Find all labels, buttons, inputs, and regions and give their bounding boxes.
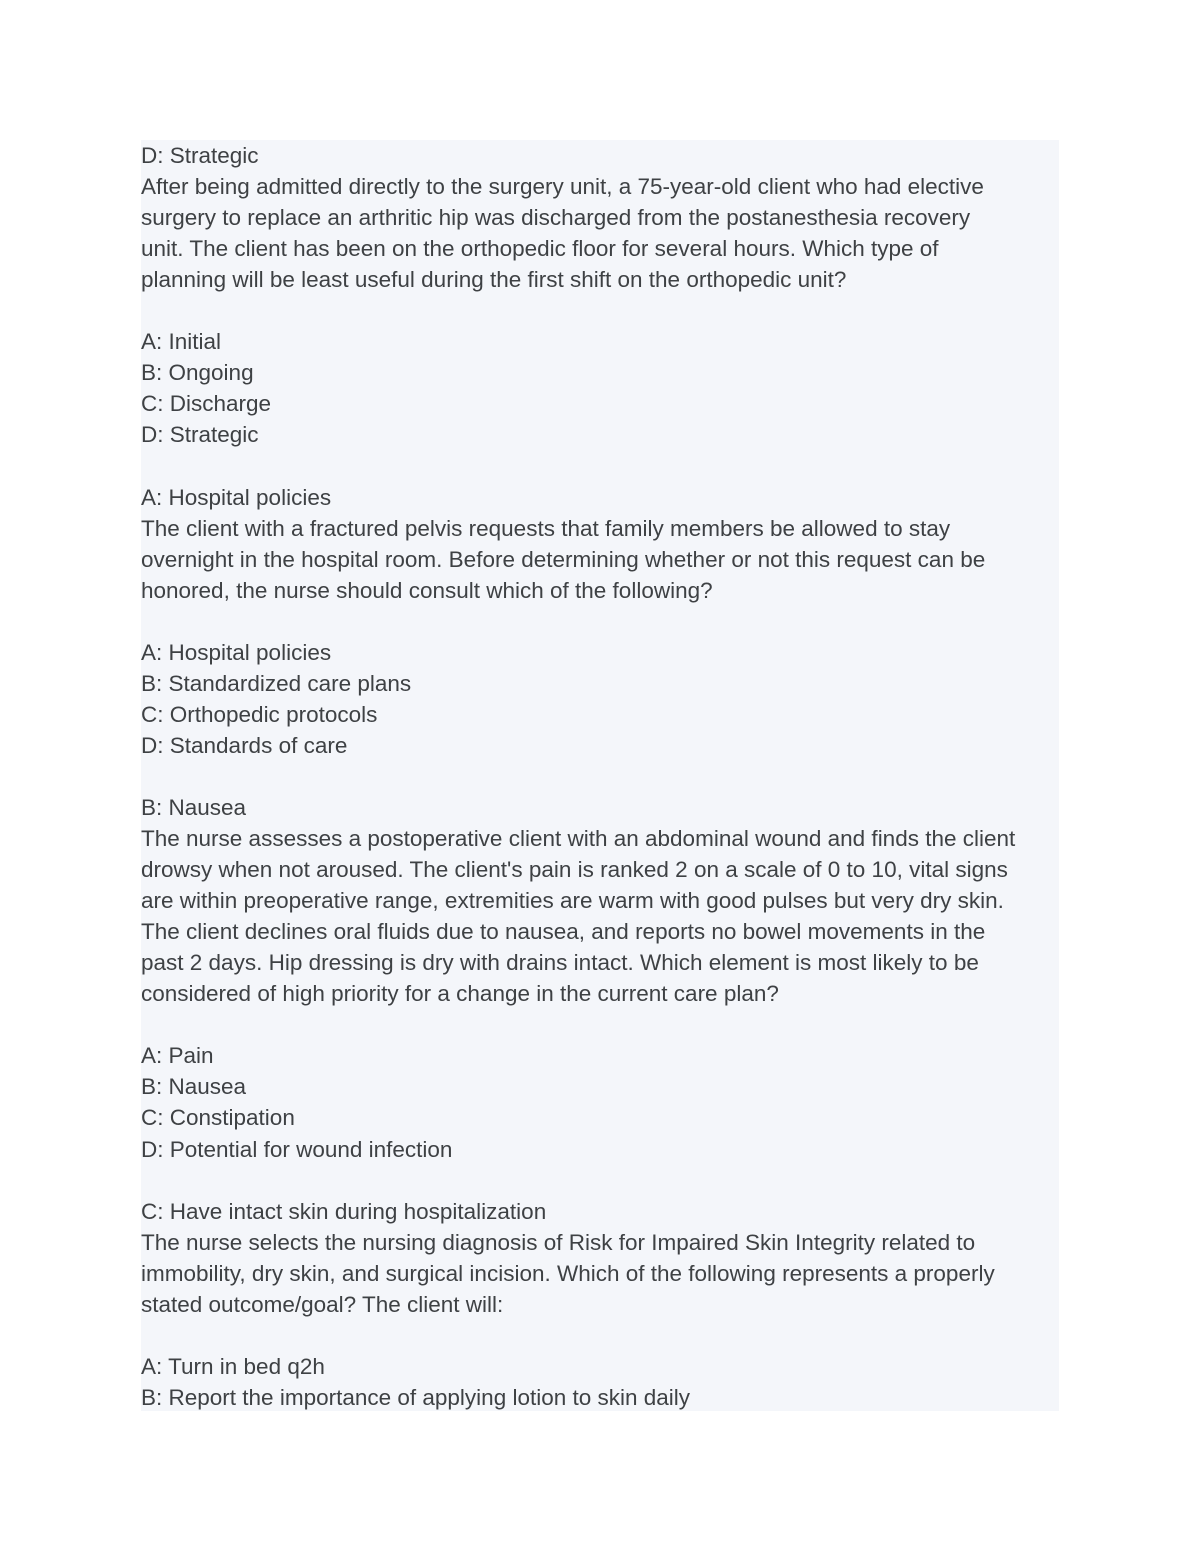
text-line: The nurse assesses a postoperative client with an abdominal wound and finds the client — [141, 826, 1016, 852]
document-text-block — [141, 140, 1059, 1411]
blank-line — [141, 295, 1059, 326]
text-line: B: Nausea — [141, 794, 247, 820]
text-line: overnight in the hospital room. Before determining whether or not this request can be — [141, 546, 986, 572]
text-line: D: Potential for wound infection — [141, 1136, 453, 1162]
text-line: A: Pain — [141, 1043, 214, 1069]
text-line: stated outcome/goal? The client will: — [141, 1291, 504, 1317]
text-line: unit. The client has been on the orthopedic floor for several hours. Which type of — [141, 236, 939, 262]
text-line: D: Strategic — [141, 422, 259, 448]
text-line: are within preoperative range, extremities are warm with good pulses but very dry skin. — [141, 888, 1004, 914]
text-line: drowsy when not aroused. The client's pain is ranked 2 on a scale of 0 to 10, vital signs — [141, 857, 1008, 883]
text-line: The nurse selects the nursing diagnosis of Risk for Impaired Skin Integrity related to — [141, 1229, 976, 1255]
text-line: past 2 days. Hip dressing is dry with drains intact. Which element is most likely to be — [141, 950, 979, 976]
text-line: After being admitted directly to the surgery unit, a 75-year-old client who had elective — [141, 174, 984, 200]
text-line: immobility, dry skin, and surgical incision. Which of the following represents a properly — [141, 1260, 995, 1286]
text-line: D: Strategic — [141, 143, 259, 168]
text-line: C: Constipation — [141, 1105, 295, 1131]
blank-line — [141, 1009, 1059, 1040]
text-line: B: Ongoing — [141, 360, 254, 386]
text-line: C: Discharge — [141, 391, 272, 417]
text-line: C: Orthopedic protocols — [141, 701, 378, 727]
text-line: honored, the nurse should consult which of the following? — [141, 577, 713, 603]
text-line: The client with a fractured pelvis requests that family members be allowed to stay — [141, 515, 951, 541]
blank-line — [141, 1320, 1059, 1351]
text-line: A: Turn in bed q2h — [141, 1353, 325, 1379]
text-line: B: Report the importance of applying lotion to skin daily — [141, 1384, 691, 1410]
text-line: A: Hospital policies — [141, 484, 332, 510]
blank-line — [141, 761, 1059, 792]
blank-line — [141, 1165, 1059, 1196]
text-line: The client declines oral fluids due to nausea, and reports no bowel movements in the — [141, 919, 986, 945]
blank-line — [141, 606, 1059, 637]
blank-line — [141, 450, 1059, 481]
text-line: planning will be least useful during the first shift on the orthopedic unit? — [141, 267, 847, 293]
text-line: D: Standards of care — [141, 732, 348, 758]
text-line: surgery to replace an arthritic hip was discharged from the postanesthesia recovery — [141, 205, 971, 231]
text-line: considered of high priority for a change in the current care plan? — [141, 981, 779, 1007]
text-line: C: Have intact skin during hospitalization — [141, 1198, 547, 1224]
text-line: A: Hospital policies — [141, 639, 332, 665]
text-line: B: Standardized care plans — [141, 670, 412, 696]
text-line: A: Initial — [141, 329, 222, 355]
text-line: B: Nausea — [141, 1074, 247, 1100]
